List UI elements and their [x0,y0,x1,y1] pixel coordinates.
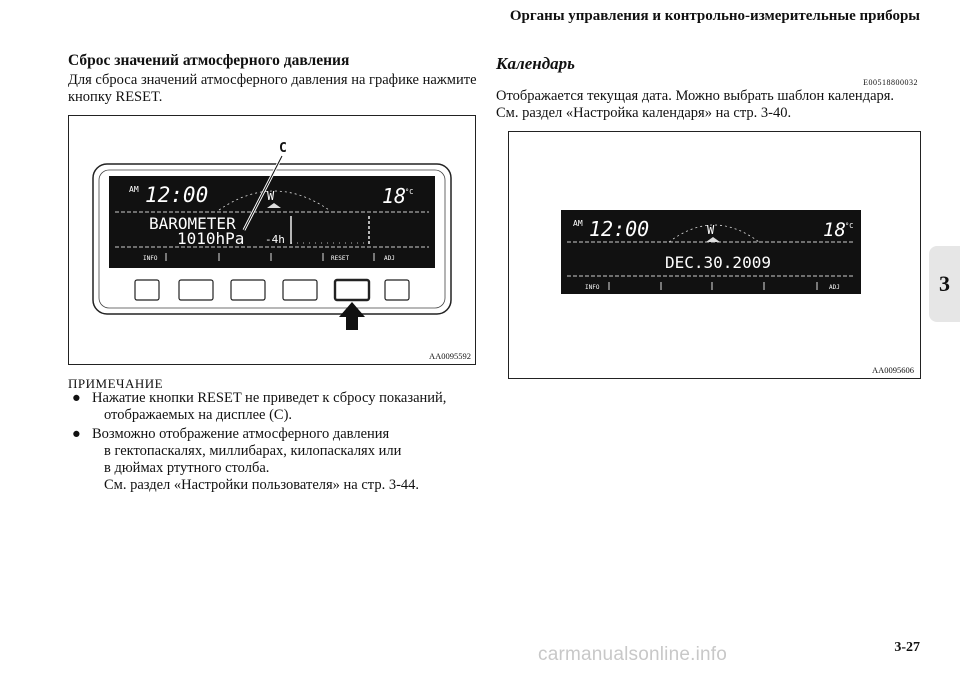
pressure-reading: 1010hPa [177,229,245,248]
temperature-unit: °C [405,188,414,196]
note-title: ПРИМЕЧАНИЕ [68,376,164,391]
section-code: E00518800032 [863,78,918,87]
figure-code: AA0095592 [428,351,471,361]
barometer-figure [68,115,476,365]
note-text: Возможно отображение атмосферного давления [92,426,390,442]
section-heading-calendar: Календарь [496,54,575,73]
note-text: в гектопаскалях, миллибарах, килопаскалях или [104,443,402,459]
note-text: См. раздел «Настройки пользователя» на стр. 3-44. [104,477,420,493]
lcd-temperature: 18 [382,184,407,208]
bullet-dot-icon: ● [72,426,81,442]
am-indicator: AM [573,219,583,228]
compass-direction: W [267,189,275,203]
am-indicator: AM [129,185,139,194]
lcd-clock: 12:00 [589,217,650,241]
barometer-illustration [69,116,475,364]
intro-text [68,72,477,106]
button-info[interactable] [135,280,159,300]
note-bullet-2 [72,426,452,494]
page-number: 3-27 [894,640,920,655]
button-3[interactable] [231,280,265,300]
note-text: в дюймах ртутного столба. [104,460,270,476]
label-adj: ADJ [829,284,840,291]
label-reset: RESET [331,255,350,262]
button-4[interactable] [283,280,317,300]
intro-line-1: Для сброса значений атмосферного давления на графике нажмите [68,72,477,88]
figure-code: AA0095606 [871,365,914,375]
calendar-figure [508,131,921,379]
running-header: Органы управления и контрольно-измерительные приборы [509,8,920,24]
button-reset[interactable] [335,280,369,300]
compass-direction: W [707,223,715,237]
calendar-text [496,88,894,122]
note-text: отображаемых на дисплее (C). [104,407,293,423]
note-bullet-1 [72,390,452,424]
section-heading-barometer-reset: Сброс значений атмосферного давления [68,52,350,69]
intro-line-2: кнопку RESET. [68,89,163,105]
bullet-dot-icon: ● [72,390,81,406]
note-text: Нажатие кнопки RESET не приведет к сбросу показаний, [92,390,447,406]
temperature-unit: °C [845,222,854,230]
label-info: INFO [585,284,600,291]
watermark: carmanualsonline.info [538,644,728,665]
lcd-clock: 12:00 [145,183,209,207]
callout-c: C [279,141,287,156]
lcd-date: DEC.30.2009 [665,253,771,272]
button-2[interactable] [179,280,213,300]
barometer-label: BAROMETER [149,214,236,233]
calendar-line-1: Отображается текущая дата. Можно выбрать шаблон календаря. [496,88,895,104]
history-interval: -4h [265,233,285,246]
button-adj[interactable] [385,280,409,300]
lcd-temperature: 18 [823,219,846,241]
label-info: INFO [143,255,158,262]
calendar-line-2: См. раздел «Настройка календаря» на стр. 3-40. [496,105,792,121]
label-adj: ADJ [384,255,395,262]
calendar-illustration [509,132,920,378]
chapter-tab: 3 [929,246,960,322]
